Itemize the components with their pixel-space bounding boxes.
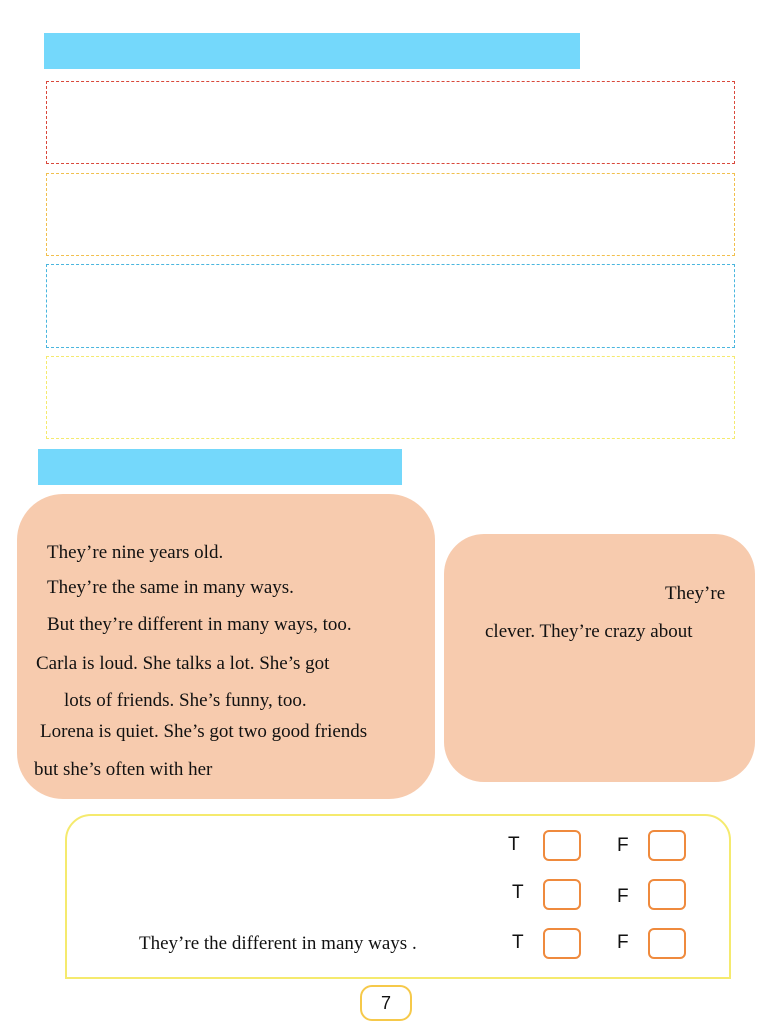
false-checkbox-2[interactable] (648, 879, 686, 910)
reading-heading-bar (38, 449, 402, 485)
true-checkbox-3[interactable] (543, 928, 581, 959)
reading-panel-right (444, 534, 755, 782)
reading-line: clever. They’re crazy about (485, 621, 693, 642)
answer-box-blue[interactable] (46, 264, 735, 348)
false-label: F (617, 835, 629, 856)
reading-panel-left (17, 494, 435, 799)
reading-line: They’re the same in many ways. (47, 577, 294, 598)
true-label: T (508, 834, 520, 855)
false-checkbox-3[interactable] (648, 928, 686, 959)
page-number: 7 (360, 985, 412, 1021)
answer-box-orange[interactable] (46, 173, 735, 256)
reading-line: Carla is loud. She talks a lot. She’s got (36, 653, 330, 674)
true-label: T (512, 882, 524, 903)
answer-box-red[interactable] (46, 81, 735, 164)
reading-line: They’re (665, 583, 726, 604)
top-heading-bar (44, 33, 580, 69)
reading-line: They’re nine years old. (47, 542, 224, 563)
false-label: F (617, 886, 629, 907)
false-checkbox-1[interactable] (648, 830, 686, 861)
true-checkbox-2[interactable] (543, 879, 581, 910)
true-label: T (512, 932, 524, 953)
reading-line: lots of friends. She’s funny, too. (64, 690, 307, 711)
reading-line: but she’s often with her (34, 759, 213, 780)
reading-line: Lorena is quiet. She’s got two good friends (40, 721, 368, 742)
false-label: F (617, 932, 629, 953)
quiz-statement-3: They’re the different in many ways . (139, 933, 417, 954)
answer-box-yellow[interactable] (46, 356, 735, 439)
true-checkbox-1[interactable] (543, 830, 581, 861)
reading-line: But they’re different in many ways, too. (47, 614, 352, 635)
